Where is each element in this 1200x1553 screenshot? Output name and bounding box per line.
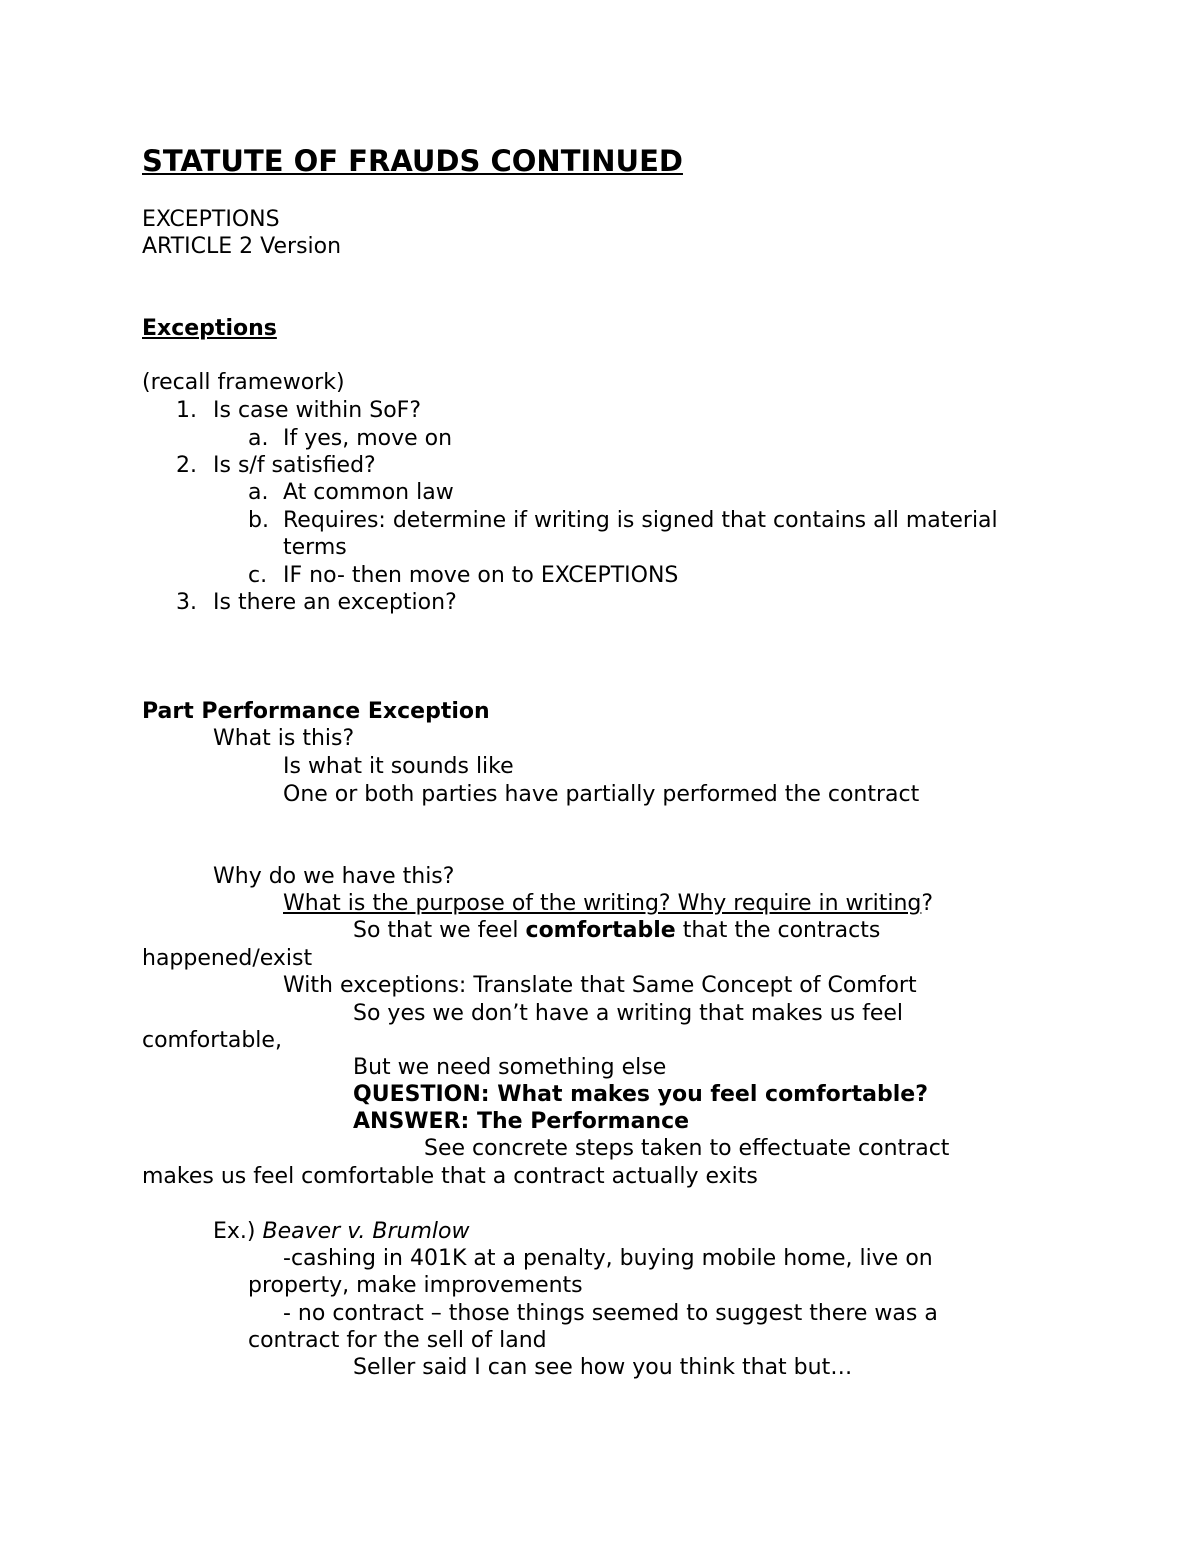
so-that-bold: comfortable (525, 918, 676, 943)
subtitle-exceptions: EXCEPTIONS (142, 207, 280, 232)
seller-said-line: Seller said I can see how you think that but… (353, 1355, 853, 1380)
list-item: IF no- then move on to EXCEPTIONS (283, 563, 679, 588)
exceptions-heading: Exceptions (142, 316, 277, 341)
list-item: At common law (283, 480, 454, 505)
document-title: STATUTE OF FRAUDS CONTINUED (142, 144, 683, 178)
list-item: Is there an exception? (213, 590, 457, 615)
list-item: Requires: determine if writing is signed that contains all material (283, 508, 998, 533)
example-case-name: Beaver v. Brumlow (255, 1219, 470, 1244)
list-marker: 1. (176, 398, 197, 423)
recall-framework: (recall framework) (142, 370, 345, 395)
so-that-post: that the contracts (675, 918, 881, 943)
what-it-sounds-like: Is what it sounds like (283, 754, 514, 779)
list-item: Is case within SoF? (213, 398, 421, 423)
list-marker: 2. (176, 453, 197, 478)
list-marker: a. (248, 426, 269, 451)
so-that-line (353, 917, 880, 944)
purpose-question (283, 890, 933, 917)
sell-of-land-line: contract for the sell of land (248, 1328, 547, 1353)
what-is-this: What is this? (213, 726, 355, 751)
answer-line: ANSWER: The Performance (353, 1109, 690, 1134)
so-that-pre: So that we feel (353, 918, 526, 943)
so-yes-line: So yes we don’t have a writing that makes us feel (353, 1001, 904, 1026)
why-do-we-have-this: Why do we have this? (213, 864, 455, 889)
but-we-need: But we need something else (353, 1055, 667, 1080)
list-marker: a. (248, 480, 269, 505)
list-item: Is s/f satisfied? (213, 453, 376, 478)
list-item: If yes, move on (283, 426, 453, 451)
list-marker: c. (248, 563, 268, 588)
part-performance-heading: Part Performance Exception (142, 699, 490, 724)
comfortable-continuation: comfortable, (142, 1028, 282, 1053)
list-marker: b. (248, 508, 269, 533)
see-concrete-steps: See concrete steps taken to effectuate contract (424, 1136, 950, 1161)
with-exceptions: With exceptions: Translate that Same Concept of Comfort (283, 973, 917, 998)
makes-us-feel: makes us feel comfortable that a contract actually exits (142, 1164, 758, 1189)
list-item-continuation: terms (283, 535, 347, 560)
property-line: property, make improvements (248, 1273, 583, 1298)
purpose-question-mark: ? (921, 891, 934, 916)
purpose-question-underlined: What is the purpose of the writing? Why require in writing (283, 891, 922, 916)
cashing-line: -cashing in 401K at a penalty, buying mobile home, live on (283, 1246, 933, 1271)
no-contract-line: - no contract – those things seemed to suggest there was a (283, 1301, 938, 1326)
happened-exist: happened/exist (142, 946, 313, 971)
subtitle-article: ARTICLE 2 Version (142, 234, 342, 259)
question-line: QUESTION: What makes you feel comfortable? (353, 1082, 928, 1107)
example-line (213, 1218, 469, 1245)
parties-performed: One or both parties have partially performed the contract (283, 782, 920, 807)
example-prefix: Ex.) (213, 1219, 256, 1244)
list-marker: 3. (176, 590, 197, 615)
